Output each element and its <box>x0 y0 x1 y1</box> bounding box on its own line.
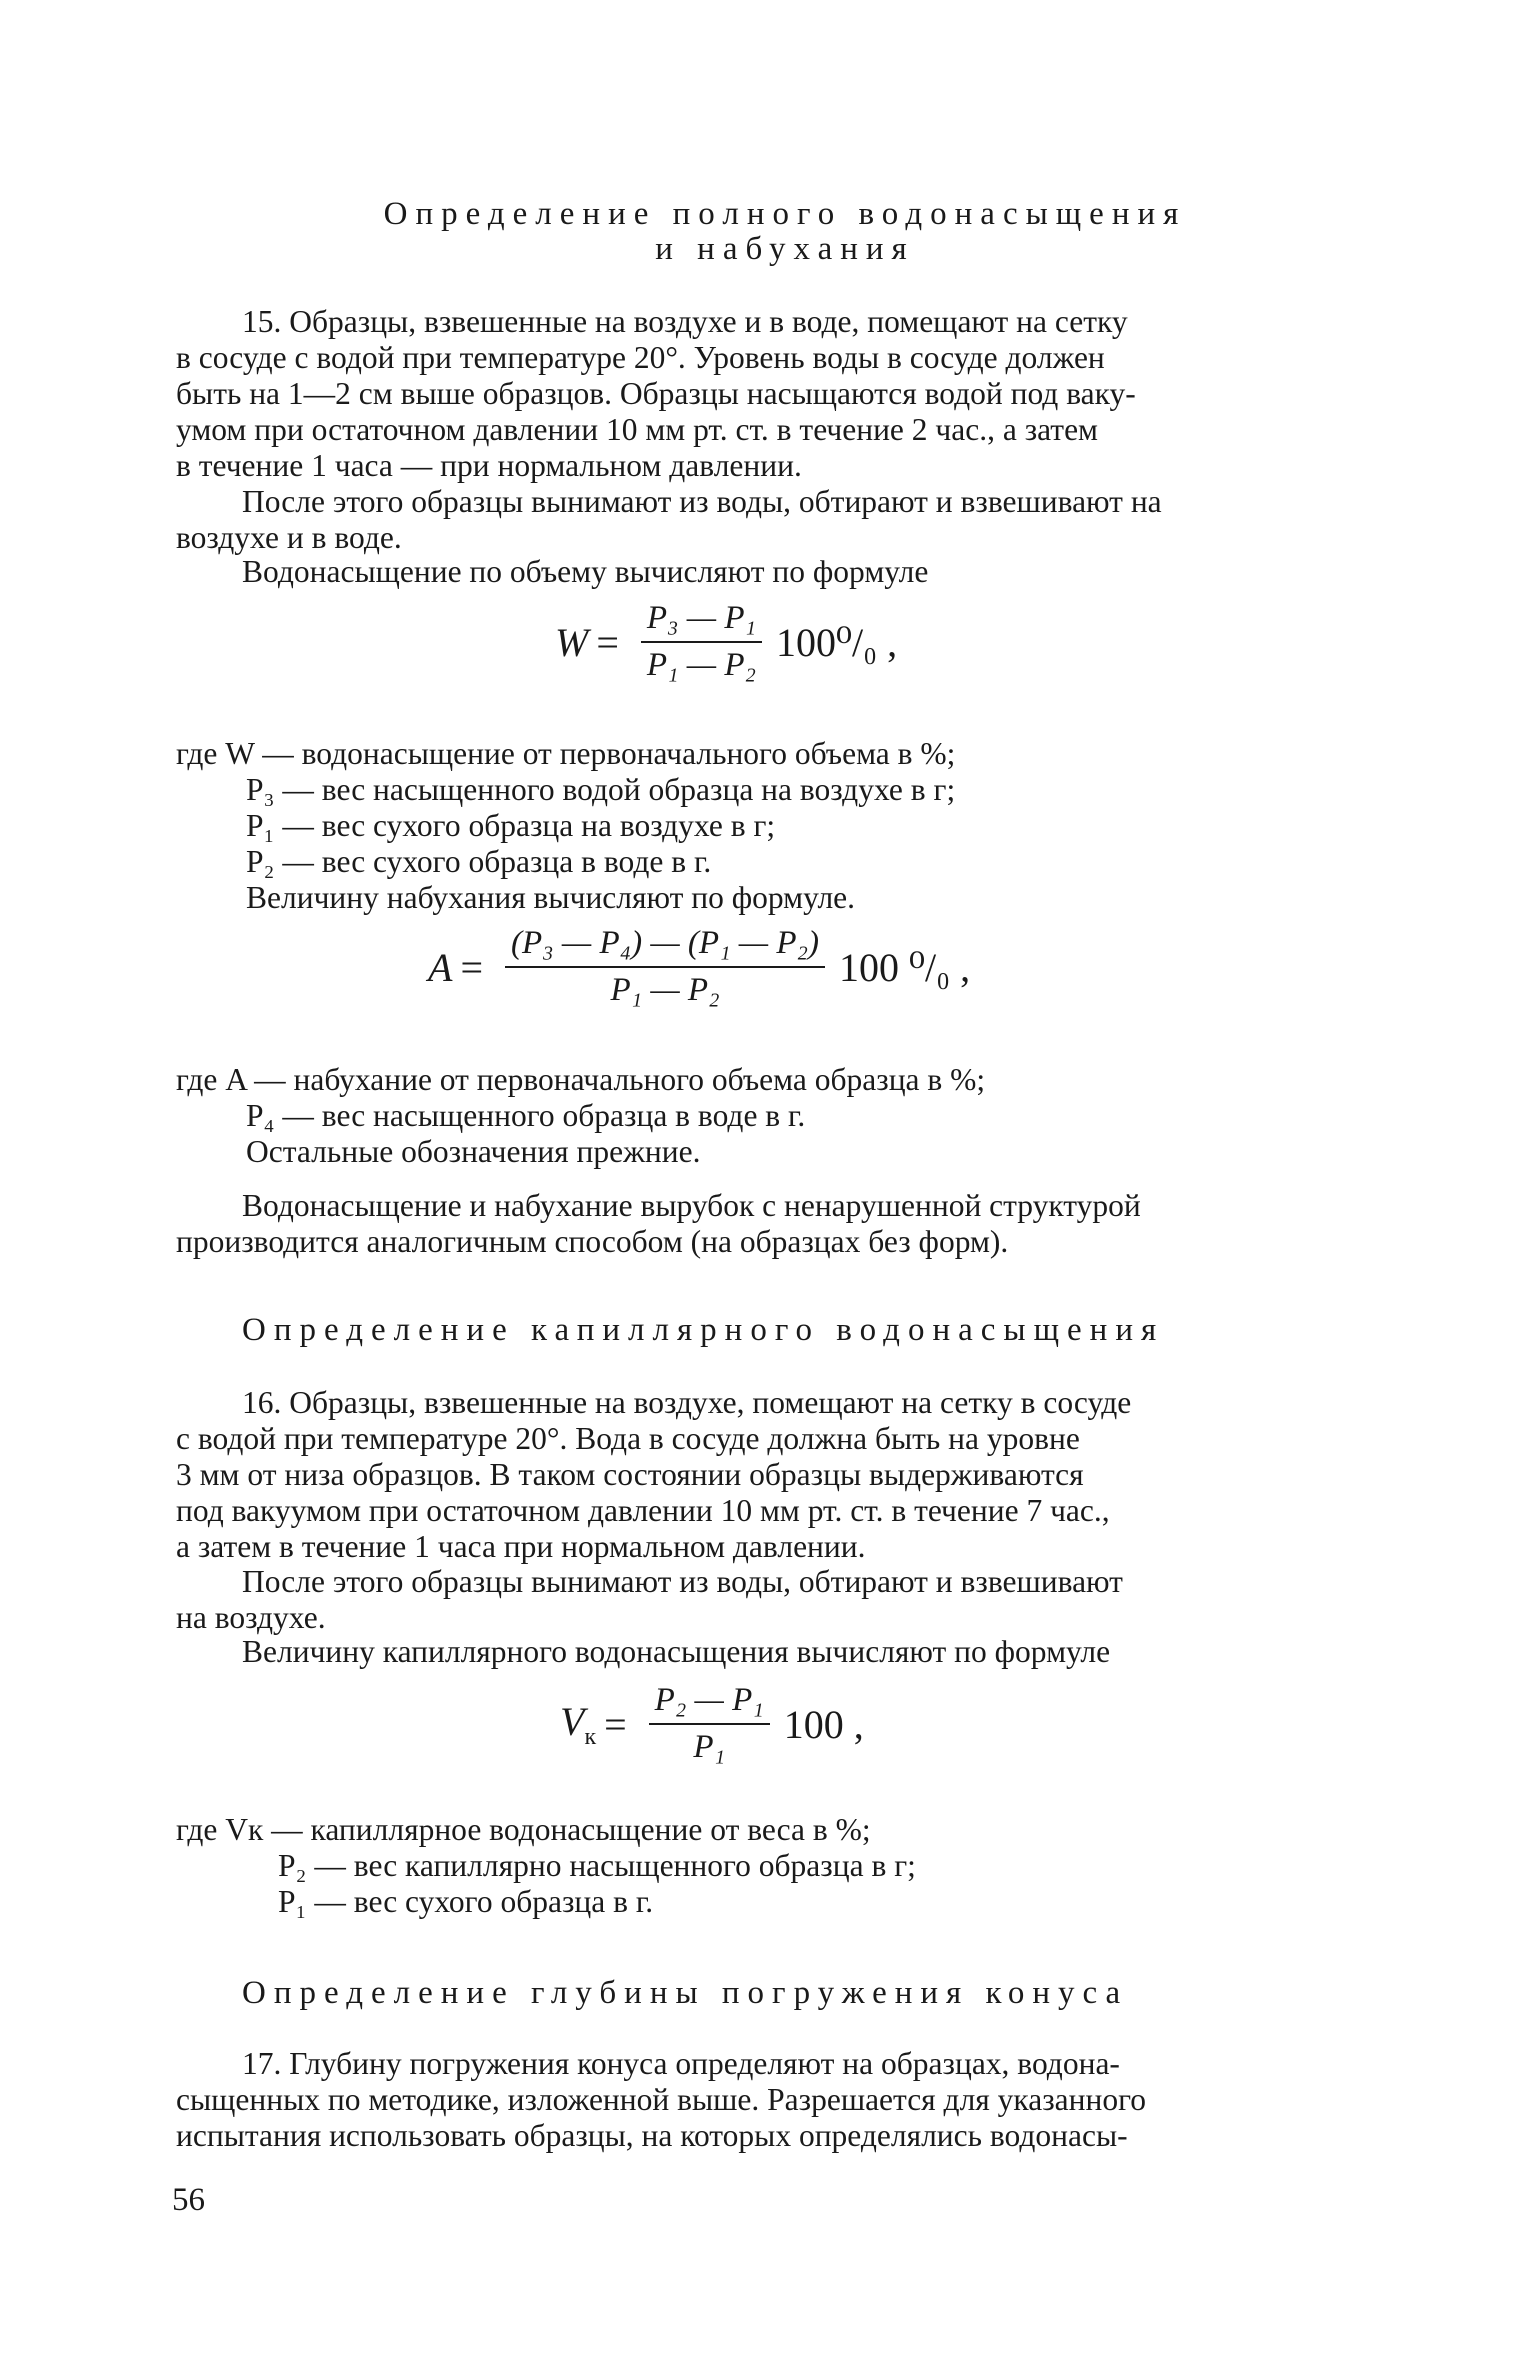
text-line: 3 мм от низа образцов. В таком состоянии образцы выдерживаются <box>176 1457 1084 1492</box>
text-line: в течение 1 часа — при нормальном давлении. <box>176 448 802 483</box>
section-heading-full-saturation <box>170 196 1400 232</box>
fraction-bar <box>641 641 762 643</box>
text-line: 17. Глубину погружения конуса определяют на образцах, водона- <box>242 2046 1120 2081</box>
paragraph-15b <box>176 484 1400 556</box>
text-line: под вакуумом при остаточном давлении 10 мм рт. ст. в течение 7 час., <box>176 1493 1110 1528</box>
lhs-subscript: к <box>584 1723 597 1750</box>
text-line: в сосуде с водой при температуре 20°. Уровень воды в сосуде должен <box>176 340 1105 375</box>
section-heading-capillary <box>242 1312 1164 1348</box>
text-line: сыщенных по методике, изложенной выше. Разрешается для указанного <box>176 2082 1146 2117</box>
factor: 100 , <box>783 1701 864 1747</box>
formula-lhs: W <box>555 619 589 665</box>
text-line: быть на 1—2 см выше образцов. Образцы насыщаются водой под ваку- <box>176 376 1136 411</box>
paragraph-15 <box>176 304 1400 484</box>
section-heading-cone <box>242 1975 1128 2011</box>
definition-line: P₁ — вес сухого образца в г. <box>278 1884 654 1919</box>
definition-line: где Vк — капиллярное водонасыщение от веса в %; <box>176 1812 871 1847</box>
text-line: После этого образцы вынимают из воды, обтирают и взвешивают <box>242 1564 1123 1599</box>
text-line: умом при остаточном давлении 10 мм рт. ст. в течение 2 час., а затем <box>176 412 1098 447</box>
definition-line: Остальные обозначения прежние. <box>246 1134 701 1169</box>
lhs-symbol: V <box>560 1698 585 1744</box>
text-line: После этого образцы вынимают из воды, обтирают и взвешивают на <box>242 484 1162 519</box>
paragraph-16b <box>176 1564 1400 1636</box>
heading-line-2: и набухания <box>655 231 915 267</box>
text-line: испытания использовать образцы, на которых определялись водонасы- <box>176 2118 1128 2153</box>
fraction <box>641 600 762 684</box>
definition-line: Величину набухания вычисляют по формуле. <box>246 880 856 915</box>
heading-text: Определение глубины погружения конуса <box>242 1975 1129 2011</box>
definitions-a-cont <box>246 1098 805 1170</box>
definition-line: P₂ — вес капиллярно насыщенного образца в г; <box>278 1848 916 1883</box>
text-line: Величину капиллярного водонасыщения вычисляют по формуле <box>242 1634 1111 1669</box>
formula-swelling <box>428 925 970 1009</box>
text-line: Водонасыщение по объему вычисляют по формуле <box>242 554 929 589</box>
fraction <box>505 925 825 1009</box>
equals-sign: = <box>604 1701 627 1747</box>
numerator: (P₃ — P₄) — (P₁ — P₂) <box>511 925 820 961</box>
text-line: 16. Образцы, взвешенные на воздухе, помещают на сетку в сосуде <box>242 1385 1132 1420</box>
paragraph-16c <box>176 1634 1400 1670</box>
definitions-a <box>176 1062 985 1098</box>
text-line: а затем в течение 1 часа при нормальном давлении. <box>176 1529 866 1564</box>
paragraph-17 <box>176 2046 1400 2154</box>
fraction-bar <box>649 1723 770 1725</box>
formula-capillary-saturation <box>560 1682 864 1766</box>
definition-line: P₂ — вес сухого образца в воде в г. <box>246 844 712 879</box>
heading-text: Определение капиллярного водонасыщения <box>242 1312 1165 1348</box>
paragraph-15c <box>176 554 1400 590</box>
text-line: на воздухе. <box>176 1600 326 1635</box>
text-line: Водонасыщение и набухание вырубок с ненарушенной структурой <box>242 1188 1141 1223</box>
section-heading-full-saturation-cont <box>170 231 1400 267</box>
numerator: P₂ — P₁ <box>654 1682 764 1718</box>
text-line: 15. Образцы, взвешенные на воздухе и в воде, помещают на сетку <box>242 304 1128 339</box>
paragraph-16 <box>176 1385 1400 1565</box>
text-line: воздухе и в воде. <box>176 520 402 555</box>
definition-line: P₁ — вес сухого образца на воздухе в г; <box>246 808 776 843</box>
equals-sign: = <box>460 944 483 990</box>
fraction-bar <box>505 966 825 968</box>
formula-lhs: A <box>428 944 453 990</box>
factor: 100 ⁰/₀ , <box>839 944 971 990</box>
equals-sign: = <box>596 619 619 665</box>
page-number: 56 <box>172 2182 205 2218</box>
definitions-v-cont <box>278 1848 916 1920</box>
heading-line-1: Определение полного водонасыщения <box>383 196 1187 232</box>
paragraph-15d <box>176 1188 1400 1260</box>
factor: 100⁰/₀ , <box>776 619 898 665</box>
text-line: с водой при температуре 20°. Вода в сосуде должна быть на уровне <box>176 1421 1080 1456</box>
definitions-w-cont <box>246 772 955 916</box>
formula-water-saturation <box>555 600 897 684</box>
denominator: P₁ — P₂ <box>610 972 720 1008</box>
definition-line: где A — набухание от первоначального объема образца в %; <box>176 1062 986 1097</box>
definitions-v <box>176 1812 871 1848</box>
text-line: производится аналогичным способом (на образцах без форм). <box>176 1224 1009 1259</box>
fraction <box>649 1682 770 1766</box>
definition-line: где W — водонасыщение от первоначального объема в %; <box>176 736 956 771</box>
denominator: P₁ — P₂ <box>646 647 756 683</box>
definition-line: P₄ — вес насыщенного образца в воде в г. <box>246 1098 806 1133</box>
numerator: P₃ — P₁ <box>646 600 756 636</box>
definition-line: P₃ — вес насыщенного водой образца на воздухе в г; <box>246 772 956 807</box>
denominator: P₁ <box>693 1729 726 1765</box>
formula-lhs <box>560 1698 596 1751</box>
definitions-w <box>176 736 955 772</box>
